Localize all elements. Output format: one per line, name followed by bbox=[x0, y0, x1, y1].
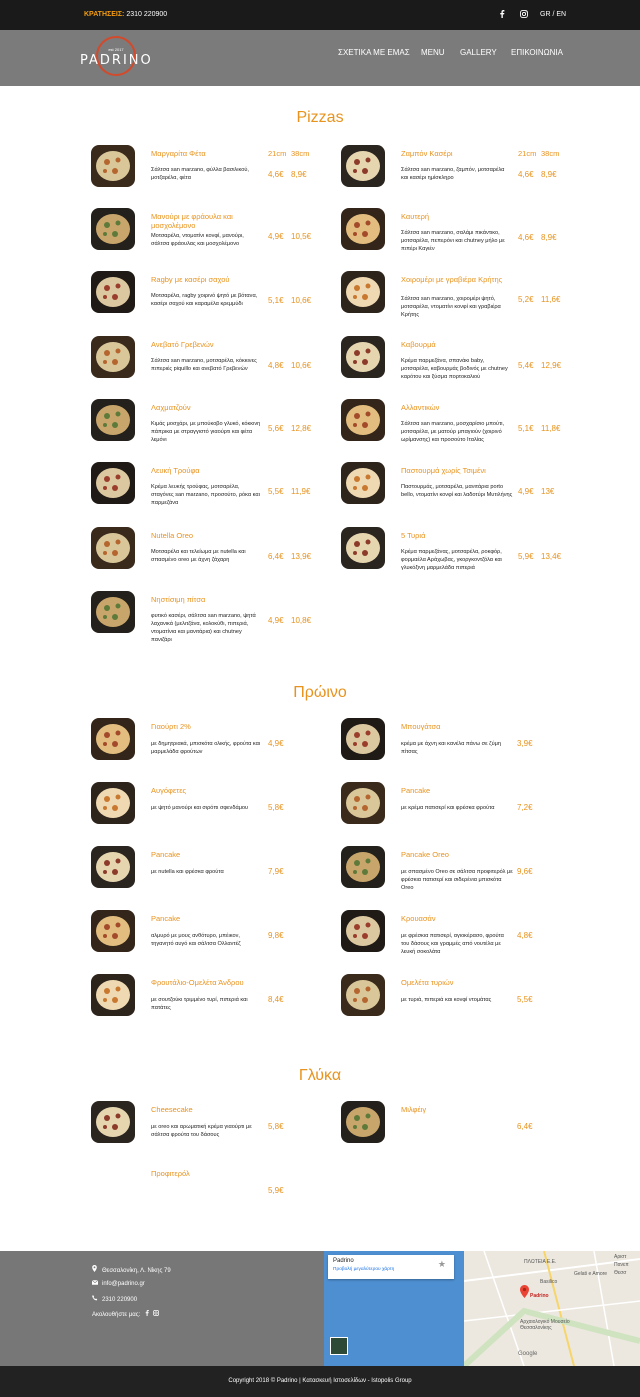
menu-item[interactable] bbox=[91, 1101, 321, 1147]
footer-follow-text: Ακολουθήστε μας: bbox=[92, 1312, 141, 1318]
item-name: Ομελέτα τυριών bbox=[401, 978, 454, 987]
footer-email[interactable] bbox=[92, 1280, 145, 1287]
footer-email-text[interactable]: info@padrino.gr bbox=[102, 1281, 145, 1287]
item-name: Ανεβατό Γρεβενών bbox=[151, 340, 214, 349]
item-name: 5 Τυριά bbox=[401, 531, 426, 540]
menu-item[interactable] bbox=[341, 718, 571, 764]
envelope-icon bbox=[92, 1280, 102, 1287]
menu-item[interactable] bbox=[91, 336, 321, 398]
sweets-title: Γλύκα bbox=[298, 1067, 342, 1084]
price-small: 4,6€ bbox=[518, 170, 534, 179]
item-description: φυτικό κασέρι, σάλτσα san marzano, ψητά λαχανικά (μελιτζάνα, κολοκύθι, πιπεριά, ντοματίνια και μανιτάρια) και chutney πανιζάρι bbox=[151, 613, 256, 643]
breakfast-title: Πρώινο bbox=[293, 684, 347, 701]
footer-address bbox=[92, 1265, 171, 1274]
item-description: Μοτσαρέλα, ντοματίνι κονφί, μανούρι, σάλτσα φράουλας και μοσχολέμονο bbox=[151, 233, 244, 247]
price-small: 5,1€ bbox=[518, 424, 534, 433]
map-label: Αριστ bbox=[614, 1254, 627, 1260]
map-label: ΠΛΩΤΕΙΑ Ε.Ε. bbox=[524, 1259, 557, 1265]
size-header-large: 38cm bbox=[541, 149, 560, 158]
menu-item[interactable] bbox=[341, 782, 571, 828]
price-small: 4,6€ bbox=[268, 170, 284, 179]
price-large: 8,9€ bbox=[541, 233, 557, 242]
map-label: Basilico bbox=[540, 1279, 558, 1285]
item-name: Μπουγάτσα bbox=[401, 722, 441, 731]
phone-icon bbox=[92, 1295, 102, 1303]
copyright: Copyright 2018 © Padrino | Κατασκευή Ιστοσελίδων - Istopolis Group bbox=[0, 1366, 640, 1397]
menu-item[interactable] bbox=[91, 399, 321, 461]
menu-item[interactable] bbox=[91, 910, 321, 956]
price-small: 5,5€ bbox=[268, 487, 284, 496]
item-photo bbox=[341, 974, 385, 1016]
price-small: 4,8€ bbox=[268, 361, 284, 370]
facebook-icon[interactable] bbox=[499, 10, 505, 20]
item-price: 4,9€ bbox=[268, 739, 284, 748]
price-small: 4,9€ bbox=[268, 232, 284, 241]
menu-item[interactable] bbox=[341, 910, 571, 956]
item-name: Ζαμπόν Κασέρι bbox=[401, 149, 453, 158]
price-large: 13,9€ bbox=[291, 552, 312, 561]
item-photo bbox=[341, 145, 385, 187]
item-price: 6,4€ bbox=[517, 1122, 533, 1131]
item-name: Καβουρμά bbox=[401, 340, 436, 349]
map-label: Gelati e Amore bbox=[574, 1271, 608, 1277]
nav-about[interactable]: ΣΧΕΤΙΚΑ ΜΕ ΕΜΑΣ bbox=[338, 48, 410, 57]
pizzas-title: Pizzas bbox=[296, 109, 344, 126]
item-photo bbox=[91, 782, 135, 824]
item-name: Μαργαρίτα Φέτα bbox=[151, 149, 206, 158]
item-name: Pancake Oreo bbox=[401, 850, 449, 859]
item-photo bbox=[341, 208, 385, 250]
item-photo bbox=[341, 782, 385, 824]
item-name: Cheesecake bbox=[151, 1105, 193, 1114]
item-description: με oreo και αρωματική κρέμα γιαούρτι με σάλτσα φρούτα του δάσους bbox=[151, 1124, 252, 1138]
header bbox=[0, 30, 640, 86]
menu-item[interactable] bbox=[341, 336, 571, 398]
reservation-phone[interactable]: 2310 220900 bbox=[126, 11, 168, 18]
price-large: 8,9€ bbox=[291, 170, 307, 179]
item-photo bbox=[341, 846, 385, 888]
price-large: 12,9€ bbox=[541, 361, 562, 370]
price-small: 5,9€ bbox=[518, 552, 534, 561]
item-photo bbox=[91, 208, 135, 250]
menu-item[interactable] bbox=[91, 718, 321, 764]
nav-menu[interactable]: MENU bbox=[421, 48, 445, 57]
menu-item[interactable] bbox=[341, 145, 571, 207]
item-description: Κρέμα παρμεζάνα, σπανάκι baby, μοτσαρέλα, καβουρμάς βοδινός με chutney καρότου και ξύσμα πορτοκαλιού bbox=[401, 358, 508, 380]
item-description: Σάλτσα san marzano, μοσχαρίσιο μπούτι, μοτσαρέλα, με ματούρ μπαγιούν (χοιρινό ωρίμανσης) και προσούτο Ιταλίας bbox=[401, 421, 505, 443]
item-description: με κρέμα πατισερί και φρέσκα φρούτα bbox=[401, 805, 495, 811]
logo-name: PADRINO bbox=[80, 53, 153, 68]
price-large: 10,6€ bbox=[291, 296, 312, 305]
item-name: Αλλαντικών bbox=[401, 403, 440, 412]
menu-item[interactable] bbox=[91, 974, 321, 1020]
item-photo bbox=[91, 271, 135, 313]
item-description: με τυριά, πιπεριά και κονφί ντομάτας bbox=[401, 997, 492, 1003]
price-small: 5,2€ bbox=[518, 295, 534, 304]
item-description: Σάλτσα san marzano, μοτσαρέλα, κόκκινες πιπεριές piquillo και ανεβατό Γρεβενών bbox=[151, 358, 257, 372]
item-name: Λαχματζούν bbox=[151, 403, 191, 412]
item-photo bbox=[91, 591, 135, 633]
item-photo bbox=[91, 399, 135, 441]
item-photo bbox=[341, 527, 385, 569]
item-name: Χοιρομέρι με γραβιέρα Κρήτης bbox=[401, 275, 503, 284]
item-price: 8,4€ bbox=[268, 995, 284, 1004]
item-name: Νηστίσιμη πίτσα bbox=[151, 595, 206, 604]
item-description: με ψητό μανούρι και σιρόπι σφενδάμου bbox=[151, 805, 249, 811]
map-pin-label: Padrino bbox=[530, 1293, 549, 1299]
item-name: Λευκή Τρούφα bbox=[151, 466, 200, 475]
item-photo bbox=[91, 527, 135, 569]
item-price: 5,8€ bbox=[268, 803, 284, 812]
menu-item[interactable] bbox=[341, 974, 571, 1020]
footer-follow bbox=[92, 1310, 159, 1318]
price-small: 5,6€ bbox=[268, 424, 284, 433]
menu-item[interactable] bbox=[91, 145, 321, 207]
item-description: Κρέμα λευκής τρούφας, μοτσαρέλα, σταγόνες san marzano, προσούτο, ρόκα και παρμεζάνα bbox=[151, 484, 260, 506]
item-photo bbox=[91, 462, 135, 504]
item-photo bbox=[91, 1101, 135, 1143]
price-small: 5,4€ bbox=[518, 361, 534, 370]
instagram-icon[interactable] bbox=[153, 1312, 159, 1318]
footer-contact bbox=[0, 1251, 324, 1366]
item-description: με nutella και φρέσκα φρούτα bbox=[151, 869, 224, 875]
item-price: 4,8€ bbox=[517, 931, 533, 940]
padrino-logo[interactable] bbox=[80, 36, 152, 80]
item-photo bbox=[91, 1165, 135, 1207]
star-icon[interactable]: ★ bbox=[437, 1259, 446, 1269]
price-small: 4,9€ bbox=[268, 616, 284, 625]
item-price: 5,9€ bbox=[268, 1186, 284, 1195]
price-small: 4,6€ bbox=[518, 233, 534, 242]
item-description: Κιμάς μοσχάρι, με μπούκοβο γλυκό, κόκκινη πάπρικα με στραγγιστό γιαούρτι και φέτα λεμόνι bbox=[151, 421, 261, 443]
item-photo bbox=[341, 271, 385, 313]
size-header-small: 21cm bbox=[268, 149, 287, 158]
item-description: με φρέσκια πατισερί, αγιοκέρασο, φρούτα του δάσους και γραμμές από νουτέλα με λευκή σοκολάτα bbox=[401, 933, 504, 955]
google-logo: Google bbox=[518, 1351, 538, 1357]
item-description: κρέμα με άχνη και κανέλα πάνω σε ζύμη πίτσας bbox=[401, 741, 501, 755]
menu-item[interactable] bbox=[341, 846, 571, 892]
item-name: Pancake bbox=[401, 786, 431, 795]
menu-item[interactable] bbox=[341, 399, 571, 461]
satellite-toggle[interactable] bbox=[330, 1337, 348, 1355]
price-small: 5,1€ bbox=[268, 296, 284, 305]
price-large: 8,9€ bbox=[541, 170, 557, 179]
menu-item[interactable] bbox=[341, 271, 571, 333]
item-name: Μανούρι με φράουλα και μοσχολέμονο bbox=[151, 212, 233, 230]
location-map[interactable] bbox=[324, 1251, 640, 1366]
item-photo bbox=[341, 718, 385, 760]
item-photo bbox=[341, 336, 385, 378]
item-description: Κρέμα παρμεζάνας, μοτσαρέλα, ροκφόρ, φορμαέλα Αράχωβας, γκοργκοντζόλα και γλυκόξινη μαρμελάδα πιπεριά bbox=[401, 549, 502, 571]
item-name: Φρουτάλιο-Ομελέτα Άνδρου bbox=[151, 978, 244, 987]
footer-phone-text[interactable]: 2310 220900 bbox=[102, 1297, 138, 1303]
map-label: Θεσσ bbox=[614, 1270, 627, 1276]
item-name: Αυγόφετες bbox=[151, 786, 187, 795]
item-photo bbox=[91, 974, 135, 1016]
item-price: 7,9€ bbox=[268, 867, 284, 876]
item-photo bbox=[341, 399, 385, 441]
item-price: 9,6€ bbox=[517, 867, 533, 876]
item-price: 3,9€ bbox=[517, 739, 533, 748]
menu-item[interactable] bbox=[91, 271, 321, 333]
item-price: 5,5€ bbox=[517, 995, 533, 1004]
footer-address-text: Θεσσαλονίκη, Λ. Νίκης 79 bbox=[102, 1268, 171, 1274]
menu-item[interactable] bbox=[91, 846, 321, 892]
facebook-icon[interactable] bbox=[145, 1312, 151, 1318]
item-name: Μιλφέιγ bbox=[401, 1105, 427, 1114]
size-header-large: 38cm bbox=[291, 149, 310, 158]
menu-item[interactable] bbox=[341, 462, 571, 524]
map-marker-icon bbox=[92, 1265, 102, 1274]
nav-gallery[interactable]: GALLERY bbox=[460, 48, 497, 57]
item-description: Σάλτσα san marzano, σαλάμι πικάντικο, μοτσαρέλα, πεπερόνι και chutney μήλο με πιπέρι Καγιέν bbox=[401, 230, 505, 252]
item-photo bbox=[341, 910, 385, 952]
language-switch[interactable]: GR / EN bbox=[540, 11, 567, 18]
item-description: Σάλτσα san marzano, ζαμπόν, μοτσαρέλα και κασέρι ημίσκληρο bbox=[401, 167, 505, 181]
price-large: 12,8€ bbox=[291, 424, 312, 433]
item-price: 7,2€ bbox=[517, 803, 533, 812]
menu-item[interactable] bbox=[341, 527, 571, 589]
logo-est: est 2017 bbox=[108, 47, 124, 52]
footer-phone[interactable] bbox=[92, 1295, 137, 1303]
price-large: 10,6€ bbox=[291, 361, 312, 370]
item-description: Σάλτσα san marzano, φύλλα βασιλικού, μοτζαρέλα, φέτα bbox=[151, 167, 249, 181]
item-photo bbox=[91, 336, 135, 378]
menu-item[interactable] bbox=[91, 527, 321, 589]
item-photo bbox=[91, 718, 135, 760]
map-label: Πανεπ bbox=[614, 1262, 629, 1268]
price-large: 13€ bbox=[541, 487, 555, 496]
item-photo bbox=[91, 910, 135, 952]
item-description: με σουτζούκι τριμμένο τυρί, πιπεριά και πατάτες bbox=[151, 997, 248, 1011]
nav-contact[interactable]: ΕΠΙΚΟΙΝΩΝΙΑ bbox=[511, 48, 563, 57]
price-large: 10,8€ bbox=[291, 616, 312, 625]
map-title: Padrino bbox=[333, 1258, 354, 1264]
item-name: Nutella Oreo bbox=[151, 531, 194, 540]
item-description: με δημητριακά, μπισκότα ολικής, φρούτα και μαρμελάδα φρούτων bbox=[151, 741, 261, 755]
item-price: 9,8€ bbox=[268, 931, 284, 940]
item-description: αλμυρό με μους ανθότυρο, μπέικον, τηγανητό αυγό και σάλτσα Ολλαντέζ bbox=[151, 933, 241, 947]
menu-item[interactable] bbox=[91, 782, 321, 828]
item-photo bbox=[341, 462, 385, 504]
map-larger-link[interactable]: Προβολή μεγαλύτερου χάρτη bbox=[333, 1267, 395, 1272]
item-description: Παστουρμάς, μοτσαρέλα, μανιτάρια porto bello, ντοματίνι κονφί και λαδοτύρι Μυτιλήνης bbox=[401, 484, 513, 498]
item-name: Προφιτερόλ bbox=[151, 1169, 190, 1178]
item-description: Μοτσαρέλα και τελείωμα με nutella και σπασμένο oreo με άχνη ζάχαρη bbox=[151, 549, 246, 563]
item-name: Pancake bbox=[151, 914, 181, 923]
map-pin-icon[interactable] bbox=[520, 1285, 529, 1298]
map-label: Αρχαιολογικό Μουσείο Θεσσαλονίκης bbox=[520, 1319, 570, 1331]
menu-item[interactable] bbox=[91, 462, 321, 524]
item-name: Pancake bbox=[151, 850, 181, 859]
map-streets bbox=[464, 1251, 640, 1366]
item-description: με σπασμένο Oreo σε σάλτσα προφιτερόλ με φρέσκια πατισερί και σιδερένια μπισκότα Oreo bbox=[401, 869, 513, 891]
item-description: Σάλτσα san marzano, χοιρομέρι ψητό, μοτσαρέλα, ντοματίνι κονφί και γραβιέρα Κρήτης bbox=[401, 296, 501, 318]
instagram-icon[interactable] bbox=[520, 10, 528, 20]
price-small: 4,9€ bbox=[518, 487, 534, 496]
menu-item[interactable] bbox=[91, 1165, 321, 1211]
price-large: 11,9€ bbox=[291, 487, 311, 496]
item-photo bbox=[91, 145, 135, 187]
item-photo bbox=[91, 846, 135, 888]
menu-item[interactable] bbox=[91, 591, 321, 653]
item-photo bbox=[341, 1101, 385, 1143]
menu-item[interactable] bbox=[341, 208, 571, 270]
size-header-small: 21cm bbox=[518, 149, 537, 158]
menu-item[interactable] bbox=[91, 208, 321, 270]
price-small: 6,4€ bbox=[268, 552, 284, 561]
top-bar bbox=[0, 0, 640, 30]
price-large: 10,5€ bbox=[291, 232, 312, 241]
reservation-label: ΚΡΑΤΗΣΕΙΣ: bbox=[84, 11, 125, 18]
price-large: 11,6€ bbox=[541, 295, 561, 304]
price-large: 11,8€ bbox=[541, 424, 561, 433]
item-name: Καυτερή bbox=[401, 212, 430, 221]
item-name: Ragby με κασέρι σαχού bbox=[151, 275, 230, 284]
map-info-card bbox=[328, 1255, 454, 1279]
item-name: Κρουασάν bbox=[401, 914, 436, 923]
menu-item[interactable] bbox=[341, 1101, 571, 1147]
item-price: 5,8€ bbox=[268, 1122, 284, 1131]
reservation-info bbox=[84, 11, 167, 18]
item-name: Παστουρμά χωρίς Τσιμένι bbox=[401, 466, 486, 475]
item-description: Μοτσαρέλα, ragby χοιρινό ψητό με βότανα, κασέρι σαχού και καραμέλα κρεμμύδι bbox=[151, 293, 258, 307]
item-name: Γιαούρτι 2% bbox=[151, 722, 191, 731]
price-large: 13,4€ bbox=[541, 552, 562, 561]
